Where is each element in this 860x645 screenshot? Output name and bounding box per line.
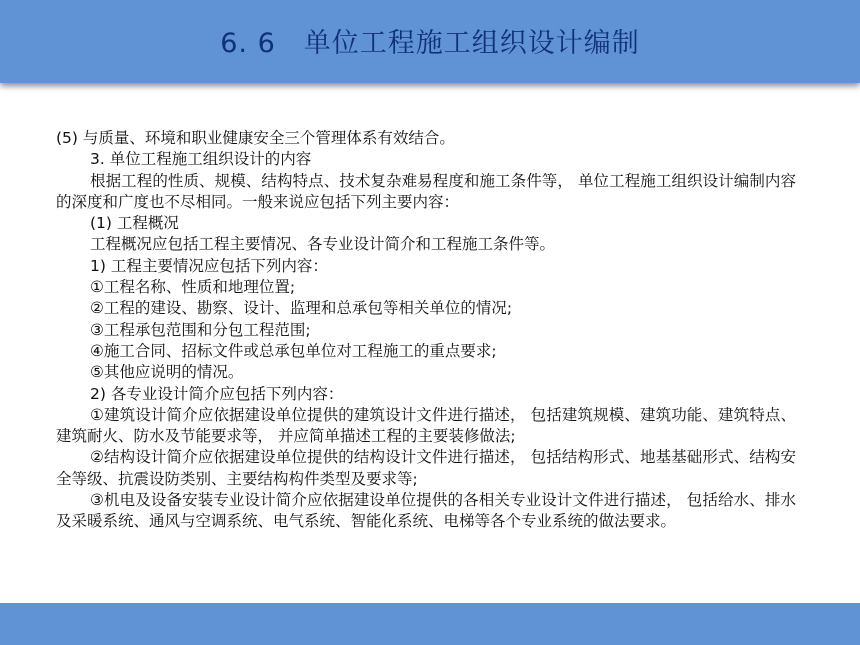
list-item-4: ④施工合同、招标文件或总承包单位对工程施工的重点要求; (90, 341, 497, 360)
design-item-architecture: ①建筑设计简介应依据建设单位提供的建筑设计文件进行描述， 包括建筑规模、建筑功能、建筑特点、建筑耐火、防水及节能要求等， 并应简单描述工程的主要装修做法; (56, 405, 796, 446)
body-heading-contents: 3. 单位工程施工组织设计的内容 (90, 150, 312, 169)
body-heading-overview: (1) 工程概况 (90, 214, 179, 233)
list-item-5: ⑤其他应说明的情况。 (90, 363, 244, 382)
slide-title: 6. 6 单位工程施工组织设计编制 (220, 28, 640, 59)
body-subheading-main-info: 1) 工程主要情况应包括下列内容： (90, 256, 328, 275)
list-item-1: ①工程名称、性质和地理位置; (90, 278, 296, 297)
list-item-2: ②工程的建设、勘察、设计、监理和总承包等相关单位的情况; (90, 299, 513, 318)
title-bar (0, 0, 860, 83)
design-item-structure: ②结构设计简介应依据建设单位提供的结构设计文件进行描述， 包括结构形式、地基基础形式、结构安全等级、抗震设防类别、主要结构构件类型及要求等; (56, 448, 796, 488)
design-item-mep: ③机电及设备安装专业设计简介应依据建设单位提供的各相关专业设计文件进行描述， 包括给水、排水及采暖系统、通风与空调系统、电气系统、智能化系统、电梯等各个专业系统的做法要求。 (56, 491, 796, 531)
body-line-overview-desc: 工程概况应包括工程主要情况、各专业设计简介和工程施工条件等。 (90, 235, 556, 254)
body-paragraph-intro: 根据工程的性质、规模、结构特点、技术复杂难易程度和施工条件等， 单位工程施工组织设计编制内容的深度和广度也不尽相同。一般来说应包括下列主要内容： (56, 171, 796, 211)
footer-bar (0, 603, 860, 645)
slide-body (56, 128, 796, 533)
list-item-3: ③工程承包范围和分包工程范围; (90, 320, 311, 339)
body-line-quality-systems: (5) 与质量、环境和职业健康安全三个管理体系有效结合。 (56, 129, 455, 147)
body-subheading-design-brief: 2) 各专业设计简介应包括下列内容： (90, 384, 344, 403)
